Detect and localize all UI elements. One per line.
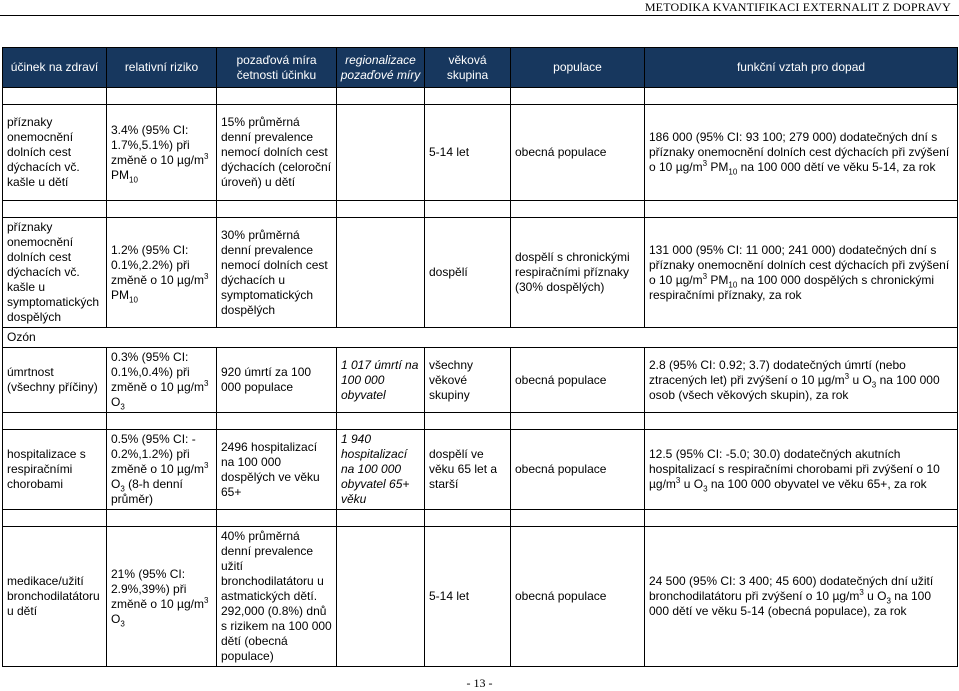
population-cell: dospělí s chronickými respiračními příznaky (30% dospělých) [511,218,645,328]
age-group-cell: 5-14 let [425,105,511,201]
effect-cell: úmrtnost (všechny příčiny) [3,348,107,413]
table-row [3,348,958,413]
table-row [3,527,958,667]
page-number: - 13 - [466,676,493,690]
background-rate-cell: 15% průměrná denní prevalence nemocí dolních cest dýchacích (celoroční úroveň) u dětí [217,105,337,201]
regionalization-cell [337,218,425,328]
table-row [3,218,958,328]
col-header-age-group: věková skupina [425,48,511,88]
population-cell: obecná populace [511,348,645,413]
section-title: Ozón [3,328,958,348]
regionalization-cell [337,527,425,667]
header-rule [0,15,959,16]
age-group-cell: všechny věkové skupiny [425,348,511,413]
background-rate-cell: 2496 hospitalizací na 100 000 dospělých ve věku 65+ [217,430,337,510]
function-cell: 186 000 (95% CI: 93 100; 279 000) dodatečných dní s příznaky onemocnění dolních cest dýchacích při zvýšení o 10 $\mu g/m^3$ $PM_{10}$ na 100 000 dětí ve věku 5-14, za rok [645,105,958,201]
col-header-background-rate: pozaďová míra četnosti účinku [217,48,337,88]
section-row-ozone [3,328,958,348]
function-cell: 2.8 (95% CI: 0.92; 3.7) dodatečných úmrtí (nebo ztracených let) při zvýšení o 10 $\mu g/m^3$ u $O_3$ na 100 000 osob (všech věkových skupin), za rok [645,348,958,413]
effect-cell: medikace/užití bronchodilatátoru u dětí [3,527,107,667]
regionalization-cell: 1 017 úmrtí na 100 000 obyvatel [337,348,425,413]
impact-table [2,47,958,667]
regionalization-cell: 1 940 hospitalizací na 100 000 obyvatel 65+ věku [337,430,425,510]
col-header-relative-risk: relativní riziko [107,48,217,88]
relative-risk-cell: 21% (95% CI: 2.9%,39%) při změně o 10 $\mu g/m^3$ $O_3$ [107,527,217,667]
population-cell: obecná populace [511,527,645,667]
table-row [3,430,958,510]
page-header: METODIKA KVANTIFIKACI EXTERNALIT Z DOPRAVY [644,0,951,14]
function-cell: 12.5 (95% CI: -5.0; 30.0) dodatečných akutních hospitalizací s respiračními chorobami při zvýšení o 10 $\mu g/m^3$ u $O_3$ na 100 000 obyvatel ve věku 65+, za rok [645,430,958,510]
background-rate-cell: 30% průměrná denní prevalence nemocí dolních cest dýchacích u symptomatických dospělých [217,218,337,328]
relative-risk-cell: 3.4% (95% CI: 1.7%,5.1%) při změně o 10 $\mu g/m^3$ $PM_{10}$ [107,105,217,201]
col-header-population: populace [511,48,645,88]
age-group-cell: dospělí [425,218,511,328]
col-header-effect: účinek na zdraví [3,48,107,88]
age-group-cell: dospělí ve věku 65 let a starší [425,430,511,510]
population-cell: obecná populace [511,430,645,510]
col-header-regionalization: regionalizace pozaďové míry [337,48,425,88]
effect-cell: hospitalizace s respiračními chorobami [3,430,107,510]
background-rate-cell: 40% průměrná denní prevalence užití bronchodilatátoru u astmatických dětí. 292,000 (0.8%) dnů s rizikem na 100 000 dětí (obecná populace) [217,527,337,667]
population-cell: obecná populace [511,105,645,201]
age-group-cell: 5-14 let [425,527,511,667]
function-cell: 24 500 (95% CI: 3 400; 45 600) dodatečných dní užití bronchodilatátoru při zvýšení o 10 $\mu g/m^3$ u $O_3$ na 100 000 dětí ve věku 5-14 (obecná populace), za rok [645,527,958,667]
function-cell: 131 000 (95% CI: 11 000; 241 000) dodatečných dní s příznaky onemocnění dolních cest dýchacích při zvýšení o 10 $\mu g/m^3$ $PM_{10}$ na 100 000 dospělých s chronickými respiračními příznaky, za rok [645,218,958,328]
effect-cell: příznaky onemocnění dolních cest dýchacích vč. kašle u dětí [3,105,107,201]
regionalization-cell [337,105,425,201]
relative-risk-cell: 0.3% (95% CI: 0.1%,0.4%) při změně o 10 $\mu g/m^3$ $O_3$ [107,348,217,413]
relative-risk-cell: 0.5% (95% CI: - 0.2%,1.2%) při změně o 10 $\mu g/m^3$ $O_3$ (8-h denní průměr) [107,430,217,510]
col-header-function: funkční vztah pro dopad [645,48,958,88]
relative-risk-cell: 1.2% (95% CI: 0.1%,2.2%) při změně o 10 $\mu g/m^3$ $PM_{10}$ [107,218,217,328]
effect-cell: příznaky onemocnění dolních cest dýchacích vč. kašle u symptomatických dospělých [3,218,107,328]
table-row [3,105,958,201]
background-rate-cell: 920 úmrtí za 100 000 populace [217,348,337,413]
table-header-row [3,48,958,88]
